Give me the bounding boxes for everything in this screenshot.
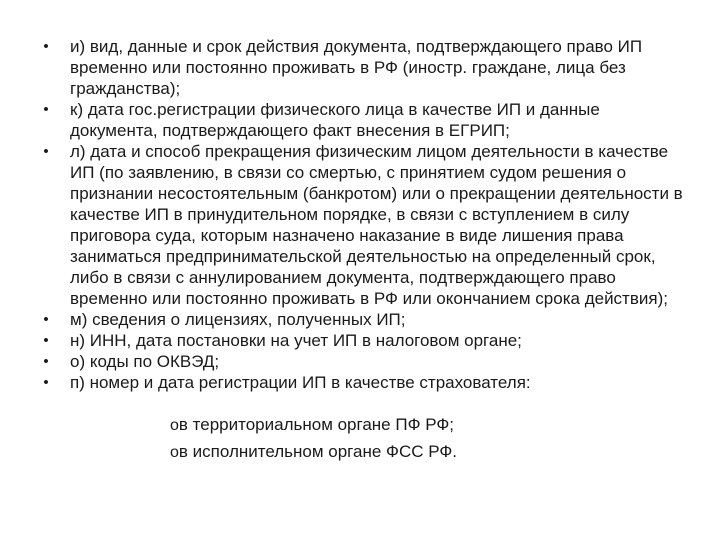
list-item-text: о) коды по ОКВЭД; [70,352,220,371]
sub-list-item-text: в исполнительном органе ФСС РФ. [178,442,458,461]
bullet-list [40,36,690,393]
bullet-icon: • [43,332,49,349]
circle-bullet-icon: o [170,444,179,461]
list-item-text: п) номер и дата регистрации ИП в качестве страхователя: [70,373,531,392]
sub-list-item-fss [40,439,690,466]
list-item-m [40,309,690,330]
bullet-icon: • [43,143,49,160]
list-item-text: н) ИНН, дата постановки на учет ИП в налоговом органе; [70,331,522,350]
list-item-i [40,36,690,99]
list-item-n [40,330,690,351]
bullet-icon: • [43,374,49,391]
list-item-text: к) дата гос.регистрации физического лица в качестве ИП и данные документа, подтверждающего факт внесения в ЕГРИП; [70,100,600,140]
sub-list-item-pf [40,412,690,439]
list-item-text: л) дата и способ прекращения физическим лицом деятельности в качестве ИП (по заявлению, в связи со смертью, с принятием судом решения о признании несостоятельным (банкротом) или о прекращении деятельности в качестве ИП в принудительном порядке, в связи с вступлением в силу приговора суда, которым назначено наказание в виде лишения права заниматься предпринимательской деятельностью на определенный срок, либо в связи с аннулированием документа, подтверждающего право временно или постоянно проживать в РФ или окончанием срока действия); [70,142,683,308]
list-item-k [40,99,690,141]
list-item-text: м) сведения о лицензиях, полученных ИП; [70,310,406,329]
list-item-l [40,141,690,309]
sub-list [40,412,690,466]
circle-bullet-icon: o [170,417,179,434]
bullet-icon: • [43,353,49,370]
bullet-icon: • [43,311,49,328]
list-item-p [40,372,690,393]
list-item-text: и) вид, данные и срок действия документа, подтверждающего право ИП временно или постоянно проживать в РФ (иностр. граждане, лица без гражданства); [70,37,643,98]
list-item-o [40,351,690,372]
sub-list-item-text: в территориальном органе ПФ РФ; [178,415,455,434]
bullet-icon: • [43,38,49,55]
bullet-icon: • [43,101,49,118]
